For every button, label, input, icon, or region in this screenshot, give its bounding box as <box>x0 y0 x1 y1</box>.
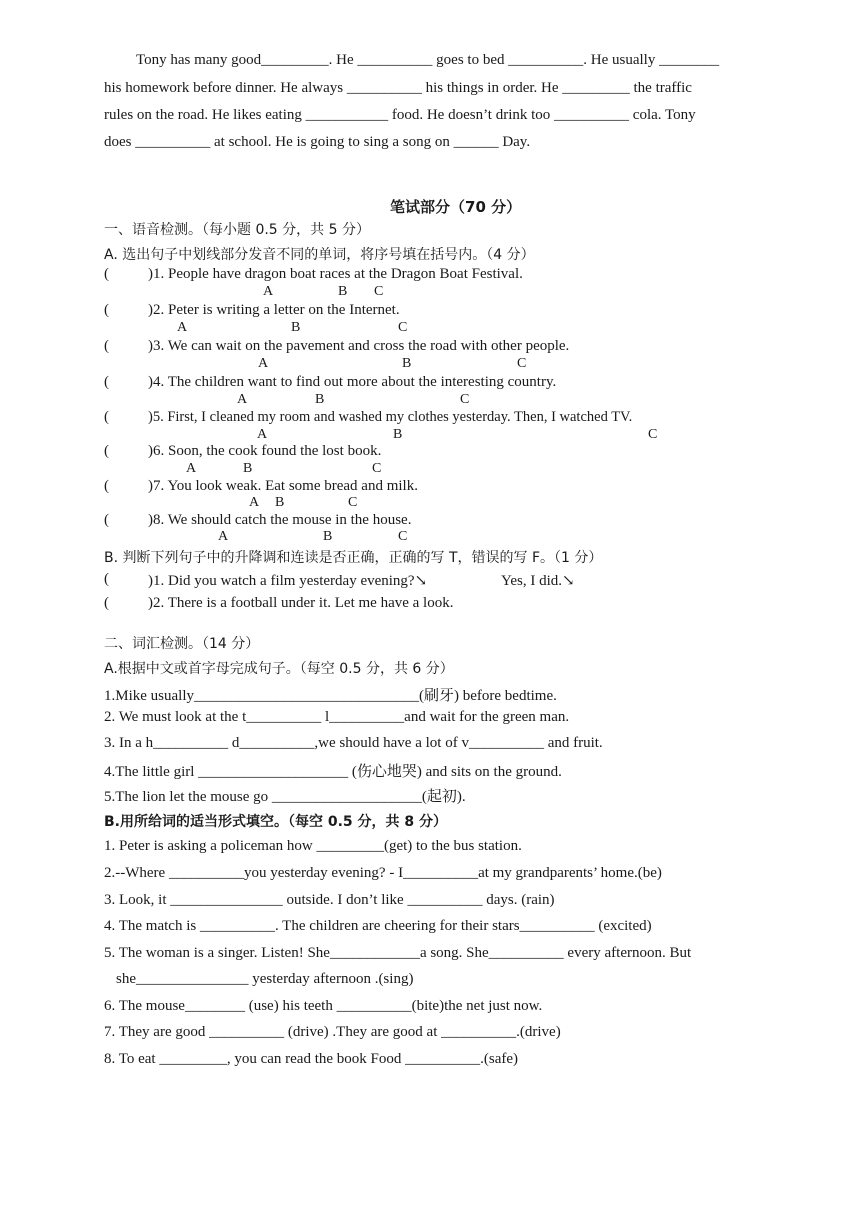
passage-line-4: does __________ at school. He is going to sing a song on ______ Day. <box>104 134 531 150</box>
fill-in-line[interactable]: 2. We must look at the t__________ l__________and wait for the green man. <box>104 709 570 725</box>
question-text: )6. Soon, the cook found the lost book. <box>148 443 382 459</box>
option-label-b: B <box>402 356 412 371</box>
option-label-a: A <box>249 495 260 510</box>
option-label-b: B <box>275 495 285 510</box>
question-text: )2. There is a football under it. Let me have a look. <box>148 595 454 611</box>
option-label-b: B <box>315 392 325 407</box>
question-row <box>104 409 109 426</box>
question-text: )4. The children want to find out more about the interesting country. <box>148 374 557 390</box>
section2-title: 二、词汇检测。（14 分） <box>104 636 260 652</box>
question-row <box>104 595 109 612</box>
answer-paren[interactable]: ( <box>104 266 109 282</box>
fill-in-line[interactable]: 6. The mouse________ (use) his teeth __________(bite)the net just now. <box>104 998 543 1014</box>
question-row <box>104 266 109 283</box>
answer-paren[interactable]: ( <box>104 443 109 459</box>
option-label-c: C <box>398 320 408 335</box>
question-row <box>104 443 109 460</box>
fill-in-line[interactable]: 8. To eat _________, you can read the book Food __________.(safe) <box>104 1051 519 1067</box>
question-row <box>104 512 109 529</box>
fill-in-line[interactable]: 5. The woman is a singer. Listen! She____________a song. She__________ every afternoon. But <box>104 945 692 961</box>
section2-partA-title: A.根据中文或首字母完成句子。（每空 0.5 分，共 6 分） <box>104 661 454 677</box>
option-label-c: C <box>398 529 408 544</box>
question-text: )8. We should catch the mouse in the house. <box>148 512 412 528</box>
option-label-a: A <box>258 356 269 371</box>
fill-in-line[interactable]: 7. They are good __________ (drive) .They are good at __________.(drive) <box>104 1024 561 1040</box>
passage-line-1: Tony has many good_________. He __________ goes to bed __________. He usually ________ <box>136 52 720 68</box>
fill-in-line[interactable]: 3. In a h__________ d__________,we should have a lot of v__________ and fruit. <box>104 735 603 751</box>
option-label-c: C <box>517 356 527 371</box>
section1-title: 一、语音检测。（每小题 0.5 分，共 5 分） <box>104 222 370 238</box>
option-label-c: C <box>460 392 470 407</box>
passage-line-2: his homework before dinner. He always __________ his things in order. He _________ the traffic <box>104 80 692 96</box>
option-label-b: B <box>291 320 301 335</box>
answer-paren[interactable]: ( <box>104 409 109 425</box>
option-label-c: C <box>374 284 384 299</box>
question-text: )7. You look weak. Eat some bread and milk. <box>148 478 418 494</box>
question-row <box>104 571 109 588</box>
section1-partA-title: A. 选出句子中划线部分发音不同的单词，将序号填在括号内。（4 分） <box>104 247 535 263</box>
section1-partB-title: B. 判断下列句子中的升降调和连读是否正确，正确的写 T，错误的写 F。（1 分） <box>104 550 603 566</box>
question-text: )5. First, I cleaned my room and washed my clothes yesterday. Then, I watched TV. <box>148 409 633 425</box>
option-label-b: B <box>323 529 333 544</box>
answer-paren[interactable]: ( <box>104 338 109 354</box>
question-text: )2. Peter is writing a letter on the Internet. <box>148 302 400 318</box>
option-label-a: A <box>177 320 188 335</box>
answer-paren[interactable]: ( <box>104 512 109 528</box>
fill-in-line[interactable]: she_______________ yesterday afternoon .(sing) <box>116 971 414 987</box>
fill-in-line[interactable]: 4. The match is __________. The children are cheering for their stars__________ (excited) <box>104 918 652 934</box>
answer-paren[interactable]: ( <box>104 302 109 318</box>
option-label-a: A <box>186 461 197 476</box>
answer-paren[interactable]: ( <box>104 478 109 494</box>
fill-in-line[interactable]: 2.--Where __________you yesterday evening? - I__________at my grandparents’ home.(be) <box>104 865 662 881</box>
answer-paren[interactable]: ( <box>104 571 109 587</box>
option-label-c: C <box>348 495 358 510</box>
question-row <box>104 374 109 391</box>
answer-paren[interactable]: ( <box>104 595 109 611</box>
option-label-c: C <box>372 461 382 476</box>
question-row <box>104 478 109 495</box>
fill-in-line[interactable]: 4.The little girl ____________________ (伤心地哭) and sits on the ground. <box>104 764 562 780</box>
question-text: )1. People have dragon boat races at the Dragon Boat Festival. <box>148 266 523 282</box>
fill-in-line[interactable]: 1. Peter is asking a policeman how _________(get) to the bus station. <box>104 838 522 854</box>
option-label-a: A <box>257 427 268 442</box>
option-label-b: B <box>243 461 253 476</box>
fill-in-line[interactable]: 3. Look, it _______________ outside. I don’t like __________ days. (rain) <box>104 892 555 908</box>
fill-in-line[interactable]: 1.Mike usually______________________________(刷牙) before bedtime. <box>104 688 557 704</box>
option-label-c: C <box>648 427 658 442</box>
passage-line-3: rules on the road. He likes eating ___________ food. He doesn’t drink too __________ cola. Tony <box>104 107 696 123</box>
fill-in-line[interactable]: 5.The lion let the mouse go ____________________(起初). <box>104 789 466 805</box>
option-label-a: A <box>263 284 274 299</box>
answer-text: Yes, I did.↘ <box>501 573 575 589</box>
answer-paren[interactable]: ( <box>104 374 109 390</box>
section2-partB-title: B.用所给词的适当形式填空。（每空 0.5 分，共 8 分） <box>104 814 448 830</box>
question-text: )3. We can wait on the pavement and cross the road with other people. <box>148 338 570 354</box>
question-row <box>104 302 109 319</box>
written-section-title: 笔试部分（70 分） <box>390 198 522 216</box>
option-label-a: A <box>237 392 248 407</box>
option-label-a: A <box>218 529 229 544</box>
question-row <box>104 338 109 355</box>
question-text: )1. Did you watch a film yesterday evening?↘ <box>148 573 428 589</box>
option-label-b: B <box>338 284 348 299</box>
option-label-b: B <box>393 427 403 442</box>
